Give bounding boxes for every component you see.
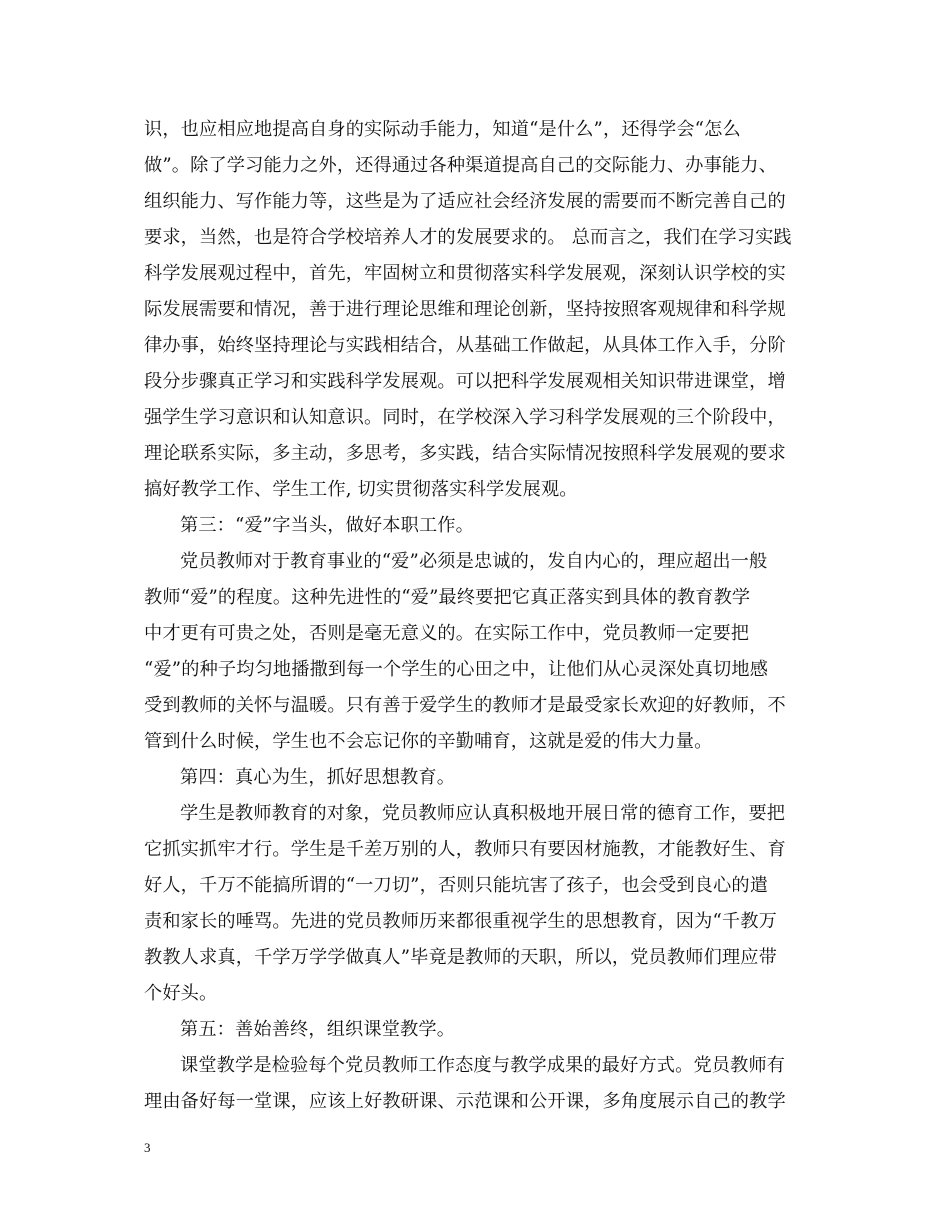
body-text-line: 好人，千万不能搞所谓的“一刀切”，否则只能坑害了孩子，也会受到良心的遣 [144,875,769,896]
body-text-line: 组织能力、写作能力等，这些是为了适应社会经济发展的需要而不断完善自己的 [144,191,786,212]
body-text-line: “爱”的种子均匀地播撒到每一个学生的心田之中，让他们从心灵深处真切地感 [144,659,769,680]
body-text-line: 个好头。 [144,983,218,1004]
paragraph-first-line: 学生是教师教育的对象，党员教师应认真积极地开展日常的德育工作，要把 [180,803,786,824]
body-text-line: 际发展需要和情况，善于进行理论思维和理论创新，坚持按照客观规律和科学规 [144,299,786,320]
body-text-line: 责和家长的唾骂。先进的党员教师历来都很重视学生的思想教育，因为“千教万 [144,911,777,932]
body-text-line: 搞好教学工作、学生工作, 切实贯彻落实科学发展观。 [144,479,578,500]
paragraph-first-line: 课堂教学是检验每个党员教师工作态度与教学成果的最好方式。党员教师有 [180,1055,786,1076]
body-text-line: 它抓实抓牢才行。学生是千差万别的人，教师只有要因材施教，才能教好生、育 [144,839,786,860]
section-heading: 第四：真心为生，抓好思想教育。 [180,767,456,788]
body-text-line: 中才更有可贵之处，否则是毫无意义的。在实际工作中，党员教师一定要把 [144,623,750,644]
paragraph-first-line: 党员教师对于教育事业的“爱”必须是忠诚的，发自内心的，理应超出一般 [180,551,768,572]
body-text-line: 理由备好每一堂课，应该上好教研课、示范课和公开课，多角度展示自己的教学 [144,1091,786,1112]
body-text-line: 管到什么时候，学生也不会忘记你的辛勤哺育，这就是爱的伟大力量。 [144,731,713,752]
body-text-line: 教师“爱”的程度。这种先进性的“爱”最终要把它真正落实到具体的教育教学 [144,587,751,608]
page-number: 3 [144,1140,151,1155]
body-text-line: 科学发展观过程中，首先，牢固树立和贯彻落实科学发展观，深刻认识学校的实 [144,263,786,284]
body-text-line: 受到教师的关怀与温暖。只有善于爱学生的教师才是最受家长欢迎的好教师，不 [144,695,786,716]
body-text-line: 律办事，始终坚持理论与实践相结合，从基础工作做起，从具体工作入手，分阶 [144,335,786,356]
section-heading: 第三：“爱”字当头，做好本职工作。 [180,515,474,536]
body-text-line: 教教人求真，千学万学学做真人”毕竟是教师的天职，所以，党员教师们理应带 [144,947,777,968]
body-text-line: 理论联系实际，多主动，多思考，多实践，结合实际情况按照科学发展观的要求 [144,443,786,464]
body-text-line: 识，也应相应地提高自身的实际动手能力，知道“是什么”，还得学会“怎么 [144,119,741,140]
body-text-line: 段分步骤真正学习和实践科学发展观。可以把科学发展观相关知识带进课堂，增 [144,371,786,392]
body-text-line: 做”。除了学习能力之外，还得通过各种渠道提高自己的交际能力、办事能力、 [144,155,777,176]
body-text-line: 要求，当然，也是符合学校培养人才的发展要求的。 总而言之，我们在学习实践 [144,227,792,248]
body-text-line: 强学生学习意识和认知意识。同时，在学校深入学习科学发展观的三个阶段中， [144,407,786,428]
section-heading: 第五：善始善终，组织课堂教学。 [180,1019,456,1040]
